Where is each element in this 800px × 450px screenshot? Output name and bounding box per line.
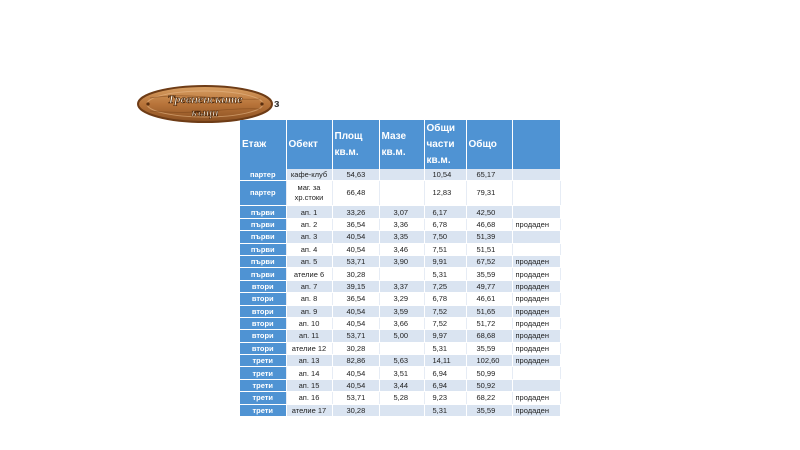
- total-cell: 35,59: [466, 342, 512, 354]
- area-cell: 53,71: [332, 330, 379, 342]
- floor-cell: втори: [240, 330, 286, 342]
- area-cell: 40,54: [332, 379, 379, 391]
- table-row: [240, 169, 560, 181]
- object-cell: кафе-клуб: [286, 169, 332, 181]
- apartment-table-sheet: [240, 120, 560, 417]
- logo-line2: къщи: [191, 107, 219, 119]
- total-cell: 65,17: [466, 169, 512, 181]
- object-cell: ап. 13: [286, 355, 332, 367]
- basement-cell: 3,46: [379, 243, 424, 255]
- basement-cell: 3,37: [379, 280, 424, 292]
- basement-cell: 5,63: [379, 355, 424, 367]
- status-cell: продаден: [512, 404, 560, 416]
- total-cell: 35,59: [466, 404, 512, 416]
- table-row: [240, 218, 560, 230]
- area-cell: 36,54: [332, 218, 379, 230]
- total-cell: 51,39: [466, 231, 512, 243]
- wood-plank-logo-icon: [136, 84, 274, 124]
- area-cell: 30,28: [332, 268, 379, 280]
- total-cell: 67,52: [466, 255, 512, 267]
- floor-cell: втори: [240, 342, 286, 354]
- total-cell: 51,51: [466, 243, 512, 255]
- common-parts-cell: 6,94: [424, 367, 466, 379]
- total-cell: 102,60: [466, 355, 512, 367]
- common-parts-cell: 6,94: [424, 379, 466, 391]
- status-cell: продаден: [512, 330, 560, 342]
- common-parts-cell: 9,91: [424, 255, 466, 267]
- column-header-label: Етаж: [242, 138, 267, 150]
- area-cell: 36,54: [332, 293, 379, 305]
- basement-cell: 5,00: [379, 330, 424, 342]
- floor-cell: трети: [240, 367, 286, 379]
- floor-cell: трети: [240, 379, 286, 391]
- object-cell: ап. 4: [286, 243, 332, 255]
- column-header-label: Общо: [468, 138, 497, 150]
- table-row: [240, 231, 560, 243]
- total-cell: 49,77: [466, 280, 512, 292]
- table-row: [240, 330, 560, 342]
- common-parts-cell: 12,83: [424, 181, 466, 206]
- common-parts-cell: 7,25: [424, 280, 466, 292]
- object-cell: ап. 3: [286, 231, 332, 243]
- table-row: [240, 255, 560, 267]
- area-cell: 82,86: [332, 355, 379, 367]
- area-cell: 53,71: [332, 392, 379, 404]
- total-cell: 46,61: [466, 293, 512, 305]
- area-cell: 40,54: [332, 231, 379, 243]
- area-cell: 39,15: [332, 280, 379, 292]
- area-cell: 53,71: [332, 255, 379, 267]
- apartment-table: [240, 120, 561, 417]
- status-cell: продаден: [512, 280, 560, 292]
- common-parts-cell: 6,78: [424, 293, 466, 305]
- floor-cell: първи: [240, 268, 286, 280]
- table-row: [240, 280, 560, 292]
- object-cell: ап. 10: [286, 317, 332, 329]
- column-header-3: [379, 120, 424, 169]
- total-cell: 68,22: [466, 392, 512, 404]
- status-cell: продаден: [512, 342, 560, 354]
- area-cell: 33,26: [332, 206, 379, 218]
- area-cell: 40,54: [332, 317, 379, 329]
- area-cell: 40,54: [332, 243, 379, 255]
- floor-cell: партер: [240, 169, 286, 181]
- common-parts-cell: 14,11: [424, 355, 466, 367]
- floor-cell: първи: [240, 206, 286, 218]
- total-cell: 68,68: [466, 330, 512, 342]
- floor-cell: партер: [240, 181, 286, 206]
- common-parts-cell: 5,31: [424, 404, 466, 416]
- column-header-label: Обект: [288, 138, 318, 150]
- table-row: [240, 355, 560, 367]
- basement-cell: 3,35: [379, 231, 424, 243]
- total-cell: 35,59: [466, 268, 512, 280]
- table-row: [240, 243, 560, 255]
- status-cell: продаден: [512, 355, 560, 367]
- object-cell: ателие 17: [286, 404, 332, 416]
- area-cell: 30,28: [332, 342, 379, 354]
- common-parts-cell: 5,31: [424, 342, 466, 354]
- object-cell: маг. за хр.стоки: [286, 181, 332, 206]
- status-cell: продаден: [512, 218, 560, 230]
- logo-tail-text: з: [274, 98, 280, 110]
- area-cell: 40,54: [332, 367, 379, 379]
- floor-cell: втори: [240, 293, 286, 305]
- status-cell: [512, 181, 560, 206]
- object-cell: ап. 5: [286, 255, 332, 267]
- total-cell: 50,92: [466, 379, 512, 391]
- status-cell: [512, 379, 560, 391]
- column-header-label: Мазе: [381, 130, 407, 142]
- column-header-4: [424, 120, 466, 169]
- object-cell: ап. 11: [286, 330, 332, 342]
- floor-cell: втори: [240, 280, 286, 292]
- table-row: [240, 404, 560, 416]
- table-header-row: [240, 120, 560, 169]
- basement-cell: 3,36: [379, 218, 424, 230]
- status-cell: продаден: [512, 317, 560, 329]
- status-cell: [512, 169, 560, 181]
- column-header-unit: кв.м.: [334, 146, 359, 158]
- status-cell: продаден: [512, 392, 560, 404]
- column-header-2: [332, 120, 379, 169]
- basement-cell: 3,07: [379, 206, 424, 218]
- column-header-1: [286, 120, 332, 169]
- column-header-label: Площ: [334, 130, 363, 142]
- basement-cell: 3,90: [379, 255, 424, 267]
- table-row: [240, 317, 560, 329]
- object-cell: ап. 9: [286, 305, 332, 317]
- common-parts-cell: 5,31: [424, 268, 466, 280]
- floor-cell: първи: [240, 231, 286, 243]
- common-parts-cell: 10,54: [424, 169, 466, 181]
- status-cell: [512, 231, 560, 243]
- total-cell: 79,31: [466, 181, 512, 206]
- total-cell: 51,65: [466, 305, 512, 317]
- floor-cell: първи: [240, 255, 286, 267]
- table-row: [240, 206, 560, 218]
- basement-cell: [379, 169, 424, 181]
- common-parts-cell: 6,17: [424, 206, 466, 218]
- floor-cell: първи: [240, 243, 286, 255]
- common-parts-cell: 7,51: [424, 243, 466, 255]
- area-cell: 30,28: [332, 404, 379, 416]
- object-cell: ап. 1: [286, 206, 332, 218]
- area-cell: 66,48: [332, 181, 379, 206]
- object-cell: ателие 12: [286, 342, 332, 354]
- total-cell: 51,72: [466, 317, 512, 329]
- basement-cell: 3,66: [379, 317, 424, 329]
- basement-cell: 3,44: [379, 379, 424, 391]
- table-row: [240, 293, 560, 305]
- basement-cell: 3,29: [379, 293, 424, 305]
- status-cell: [512, 206, 560, 218]
- status-cell: [512, 367, 560, 379]
- status-cell: продаден: [512, 268, 560, 280]
- table-body: [240, 169, 560, 417]
- floor-cell: втори: [240, 305, 286, 317]
- status-cell: продаден: [512, 293, 560, 305]
- object-cell: ап. 14: [286, 367, 332, 379]
- column-header-5: [466, 120, 512, 169]
- table-row: [240, 392, 560, 404]
- column-header-unit: кв.м.: [426, 154, 451, 166]
- basement-cell: [379, 181, 424, 206]
- basement-cell: 5,28: [379, 392, 424, 404]
- object-cell: ап. 15: [286, 379, 332, 391]
- floor-cell: първи: [240, 218, 286, 230]
- table-row: [240, 367, 560, 379]
- common-parts-cell: 9,23: [424, 392, 466, 404]
- total-cell: 46,68: [466, 218, 512, 230]
- basement-cell: [379, 268, 424, 280]
- floor-cell: трети: [240, 404, 286, 416]
- total-cell: 50,99: [466, 367, 512, 379]
- basement-cell: [379, 342, 424, 354]
- basement-cell: 3,51: [379, 367, 424, 379]
- basement-cell: [379, 404, 424, 416]
- status-cell: продаден: [512, 255, 560, 267]
- column-header-unit: кв.м.: [381, 146, 406, 158]
- common-parts-cell: 7,50: [424, 231, 466, 243]
- common-parts-cell: 7,52: [424, 317, 466, 329]
- column-header-6: [512, 120, 560, 169]
- area-cell: 40,54: [332, 305, 379, 317]
- area-cell: 54,63: [332, 169, 379, 181]
- status-cell: продаден: [512, 305, 560, 317]
- object-cell: ап. 16: [286, 392, 332, 404]
- brand-logo: [136, 84, 274, 124]
- table-row: [240, 181, 560, 206]
- object-cell: ап. 2: [286, 218, 332, 230]
- common-parts-cell: 9,97: [424, 330, 466, 342]
- status-cell: [512, 243, 560, 255]
- table-row: [240, 268, 560, 280]
- table-row: [240, 379, 560, 391]
- floor-cell: трети: [240, 355, 286, 367]
- common-parts-cell: 7,52: [424, 305, 466, 317]
- floor-cell: втори: [240, 317, 286, 329]
- column-header-label: Общи части: [426, 122, 456, 150]
- floor-cell: трети: [240, 392, 286, 404]
- basement-cell: 3,59: [379, 305, 424, 317]
- common-parts-cell: 6,78: [424, 218, 466, 230]
- logo-line1: Тревненските: [167, 92, 243, 106]
- total-cell: 42,50: [466, 206, 512, 218]
- object-cell: ателие 6: [286, 268, 332, 280]
- table-row: [240, 342, 560, 354]
- column-header-0: [240, 120, 286, 169]
- object-cell: ап. 7: [286, 280, 332, 292]
- object-cell: ап. 8: [286, 293, 332, 305]
- table-row: [240, 305, 560, 317]
